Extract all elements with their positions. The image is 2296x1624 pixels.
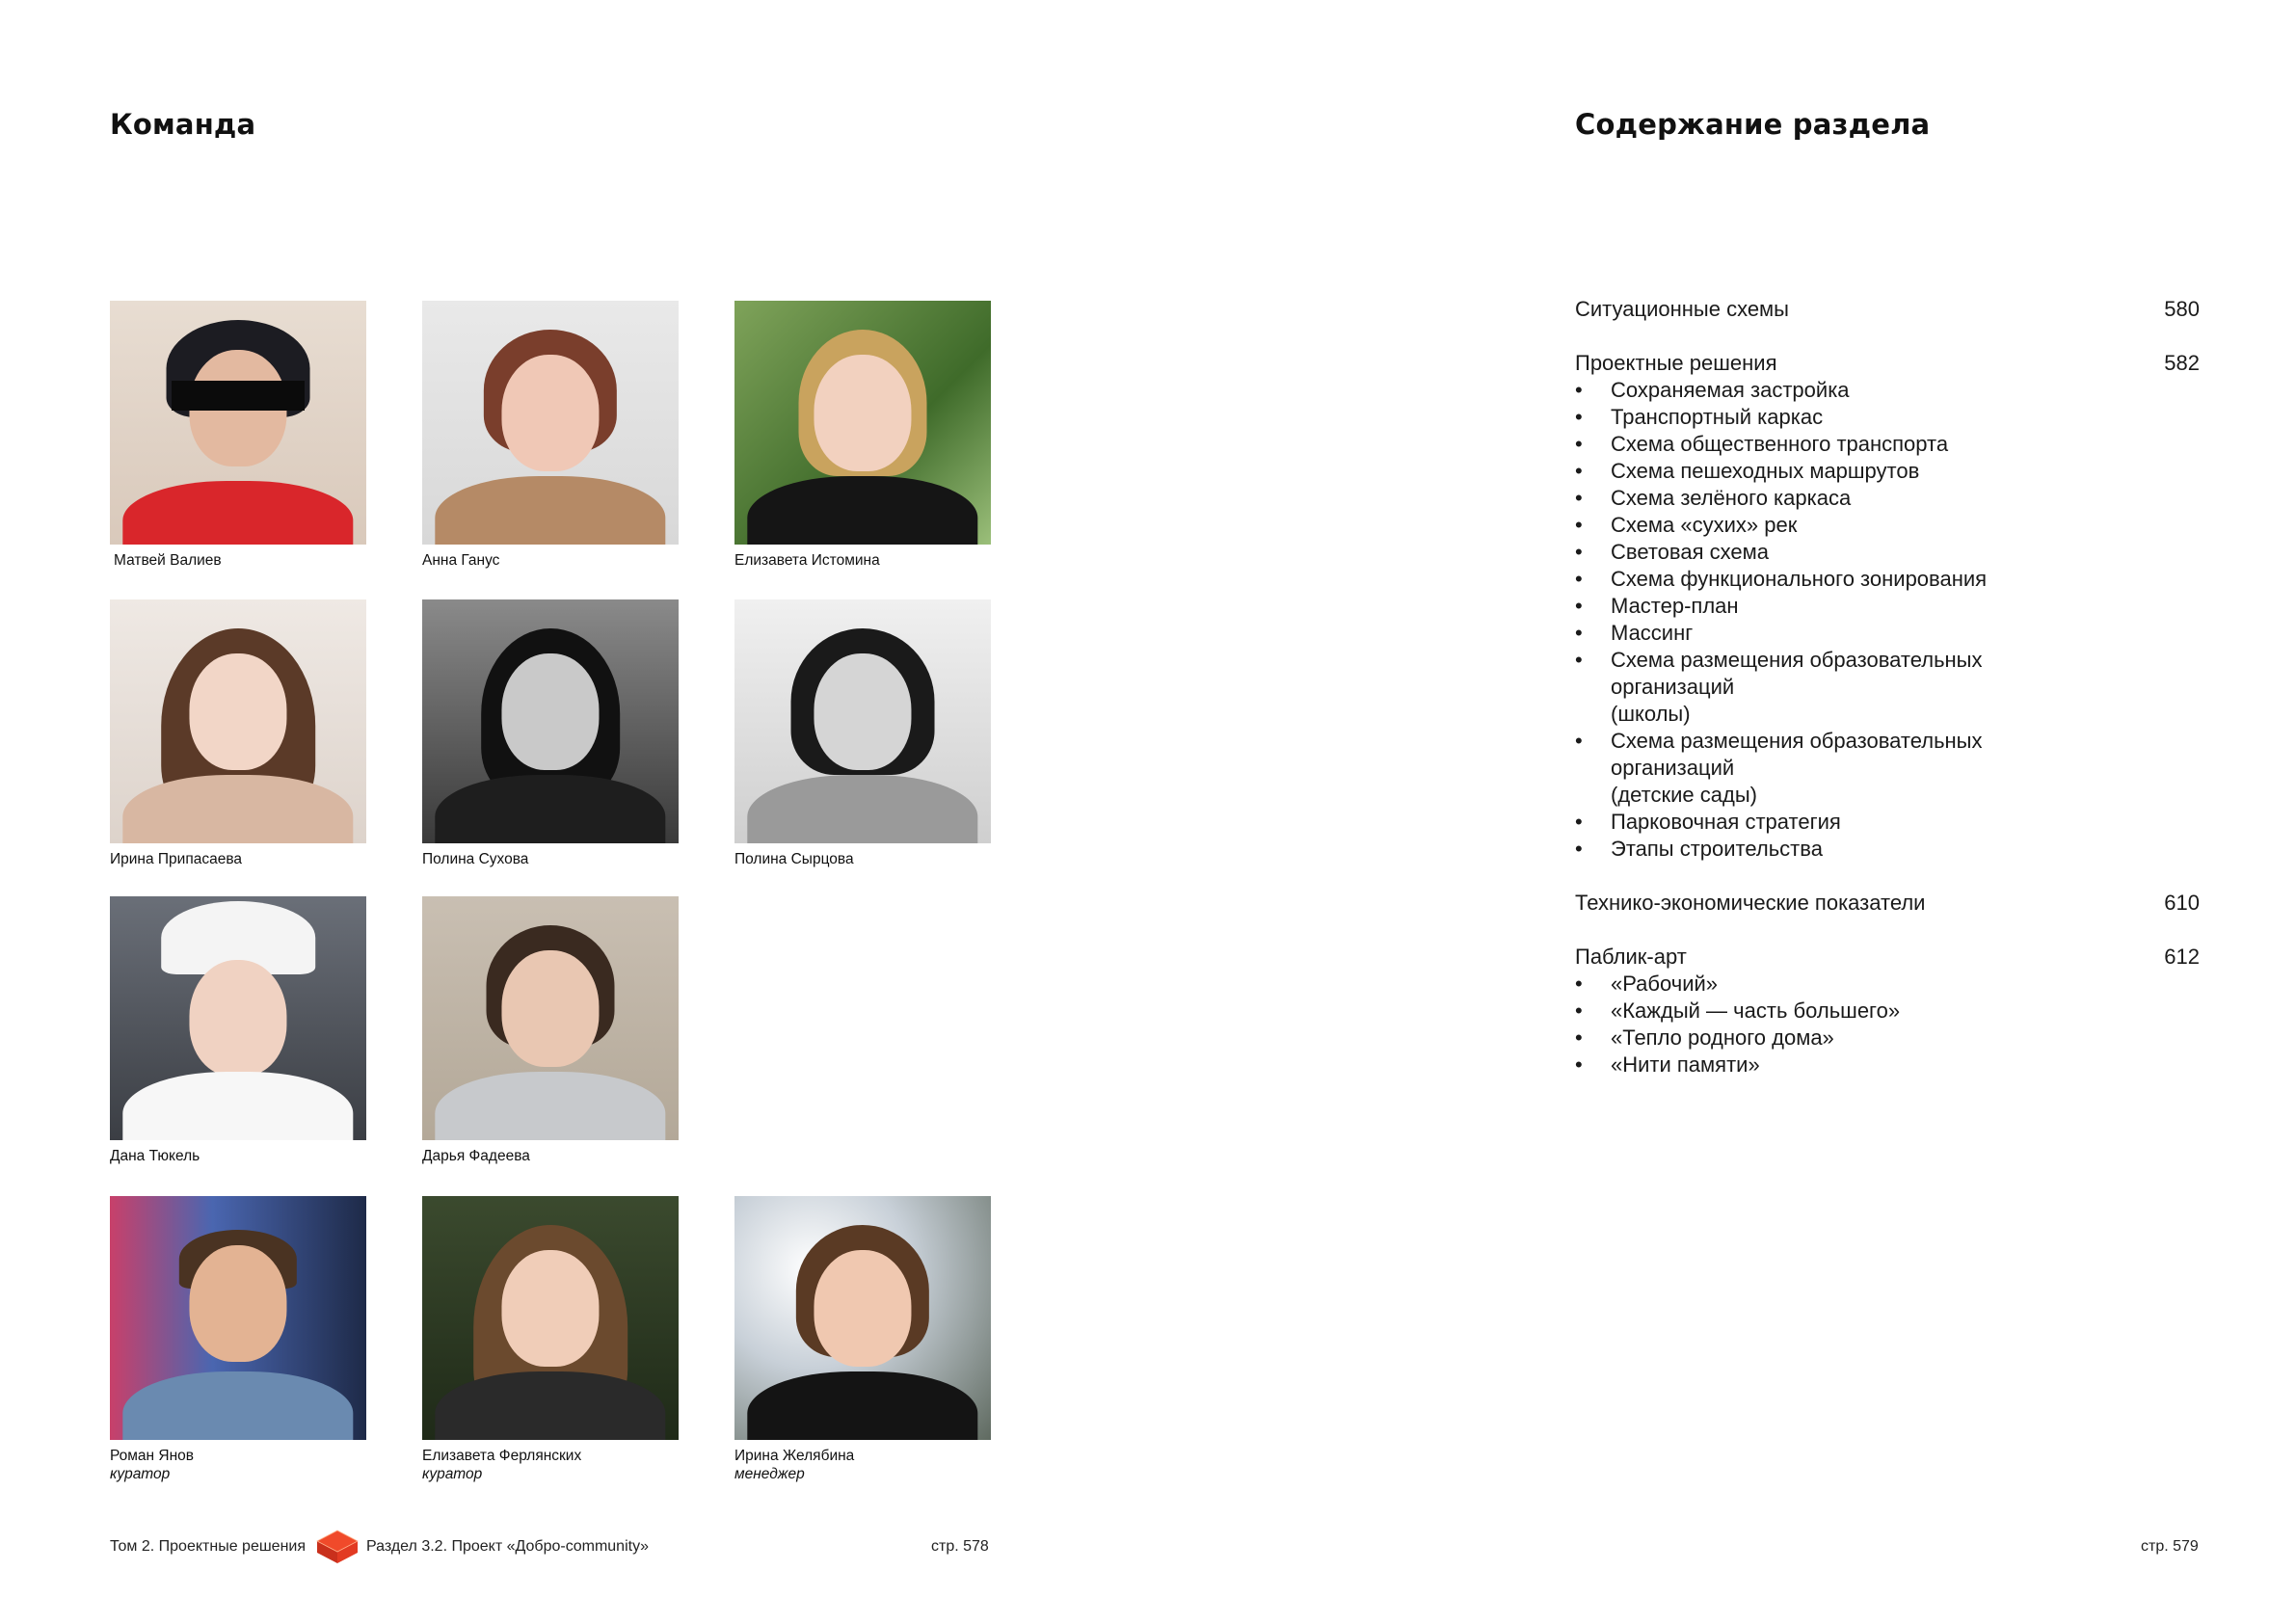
toc-subitem[interactable]	[1575, 431, 2296, 458]
member-name: Анна Ганус	[422, 552, 500, 569]
toc-subitem[interactable]	[1575, 1025, 2296, 1052]
toc-subitem[interactable]	[1575, 1052, 2296, 1078]
member-name: Елизавета Ферлянских	[422, 1448, 582, 1464]
team-member-card	[734, 301, 991, 570]
member-name: Елизавета Истомина	[734, 552, 880, 569]
toc-subitem[interactable]	[1575, 593, 2296, 620]
member-name: Полина Сырцова	[734, 851, 854, 867]
toc-subitem-text: • «Тепло родного дома»	[1611, 1025, 1834, 1050]
team-member-card	[422, 896, 679, 1165]
footer-volume: Том 2. Проектные решения	[110, 1538, 307, 1555]
member-name: Полина Сухова	[422, 851, 529, 867]
toc-subitem[interactable]	[1575, 647, 2296, 728]
team-member-card	[110, 301, 366, 570]
team-member-card	[734, 599, 991, 868]
toc-subitem-text: • «Нити памяти»	[1611, 1052, 1760, 1077]
toc-entry-label: Технико-экономические показатели	[1575, 891, 1926, 915]
toc-subitem[interactable]	[1575, 971, 2296, 998]
logo-icon	[315, 1529, 360, 1565]
member-name: Ирина Желябина	[734, 1448, 855, 1464]
member-photo	[110, 599, 366, 843]
toc-entry-label: Ситуационные схемы	[1575, 297, 1789, 321]
member-role: куратор	[422, 1466, 483, 1483]
toc-entry-page: 582	[2164, 351, 2200, 375]
toc-subitem[interactable]	[1575, 485, 2296, 512]
toc-subitem-text: • Схема «сухих» рек	[1611, 513, 1798, 537]
team-member-card	[110, 599, 366, 868]
toc-entry[interactable]	[1575, 944, 2200, 971]
toc-section	[1575, 296, 2296, 323]
contents-title: Содержание раздела	[1575, 108, 1931, 141]
toc-subitem-text: • Схема общественного транспорта	[1611, 432, 1949, 456]
toc-subitem-text: • Схема функционального зонирования	[1611, 567, 1988, 591]
toc-section	[1575, 944, 2296, 1078]
toc-subitem-text: организаций	[1611, 756, 1735, 780]
toc-subitem-text: организаций	[1611, 675, 1735, 699]
toc-subitem[interactable]	[1575, 377, 2296, 404]
toc-subitem-text: (школы)	[1611, 702, 1691, 726]
toc-subitem[interactable]	[1575, 809, 2296, 836]
toc-entry-page: 580	[2164, 297, 2200, 321]
member-photo	[422, 896, 679, 1140]
member-photo	[422, 599, 679, 843]
toc-subitem[interactable]	[1575, 539, 2296, 566]
toc-entry-label: Проектные решения	[1575, 351, 1777, 375]
team-member-card	[422, 599, 679, 868]
toc-sublist	[1575, 971, 2296, 1078]
toc-subitem-text: • Схема пешеходных маршрутов	[1611, 459, 1920, 483]
member-name: Ирина Припасаева	[110, 851, 243, 867]
footer-page-number: стр. 579	[2141, 1538, 2199, 1555]
toc-subitem[interactable]	[1575, 566, 2296, 593]
team-member-card	[422, 1196, 679, 1484]
toc-subitem-text: • «Рабочий»	[1611, 972, 1719, 996]
toc-section	[1575, 350, 2296, 863]
toc-subitem-text: • Парковочная стратегия	[1611, 810, 1841, 834]
toc-sublist	[1575, 377, 2296, 863]
member-photo	[422, 301, 679, 545]
member-photo	[110, 1196, 366, 1440]
toc-subitem-text: • Мастер-план	[1611, 594, 1739, 618]
right-page	[1148, 0, 2296, 1624]
toc-subitem-text: • «Каждый — часть большего»	[1611, 998, 1901, 1023]
toc-subitem-text: • Схема размещения образовательных	[1611, 648, 1983, 672]
member-name: Роман Янов	[110, 1448, 195, 1464]
member-name: Матвей Валиев	[114, 552, 222, 569]
toc-subitem[interactable]	[1575, 620, 2296, 647]
toc-subitem-text: • Массинг	[1611, 621, 1694, 645]
toc-entry-page: 610	[2164, 891, 2200, 915]
member-photo	[734, 1196, 991, 1440]
member-role: менеджер	[734, 1466, 805, 1483]
toc-subitem-text: • Схема зелёного каркаса	[1611, 486, 1852, 510]
toc-subitem-text: • Сохраняемая застройка	[1611, 378, 1850, 402]
table-of-contents	[1575, 296, 2296, 1105]
toc-subitem-text: • Схема размещения образовательных	[1611, 729, 1983, 753]
toc-subitem-text: • Этапы строительства	[1611, 837, 1823, 861]
toc-subitem-text: (детские сады)	[1611, 783, 1757, 807]
member-name: Дана Тюкель	[110, 1148, 200, 1164]
toc-subitem[interactable]	[1575, 404, 2296, 431]
toc-subitem[interactable]	[1575, 728, 2296, 809]
toc-subitem[interactable]	[1575, 512, 2296, 539]
toc-subitem-text: • Световая схема	[1611, 540, 1769, 564]
footer-page-number: стр. 578	[931, 1538, 989, 1555]
toc-entry-label: Паблик-арт	[1575, 945, 1687, 969]
toc-entry[interactable]	[1575, 890, 2200, 917]
member-photo	[734, 599, 991, 843]
member-photo	[734, 301, 991, 545]
toc-subitem[interactable]	[1575, 458, 2296, 485]
team-member-card	[110, 1196, 366, 1484]
toc-subitem[interactable]	[1575, 998, 2296, 1025]
toc-entry[interactable]	[1575, 296, 2200, 323]
toc-entry[interactable]	[1575, 350, 2200, 377]
team-member-card	[422, 301, 679, 570]
team-title: Команда	[110, 108, 256, 141]
member-photo	[422, 1196, 679, 1440]
team-member-card	[734, 1196, 991, 1484]
toc-section	[1575, 890, 2296, 917]
member-role: куратор	[110, 1466, 171, 1483]
toc-subitem[interactable]	[1575, 836, 2296, 863]
footer-section: Раздел 3.2. Проект «Добро-community»	[366, 1538, 649, 1555]
member-name: Дарья Фадеева	[422, 1148, 530, 1164]
team-member-card	[110, 896, 366, 1165]
member-photo	[110, 896, 366, 1140]
toc-entry-page: 612	[2164, 945, 2200, 969]
toc-subitem-text: • Транспортный каркас	[1611, 405, 1824, 429]
member-photo	[110, 301, 366, 545]
